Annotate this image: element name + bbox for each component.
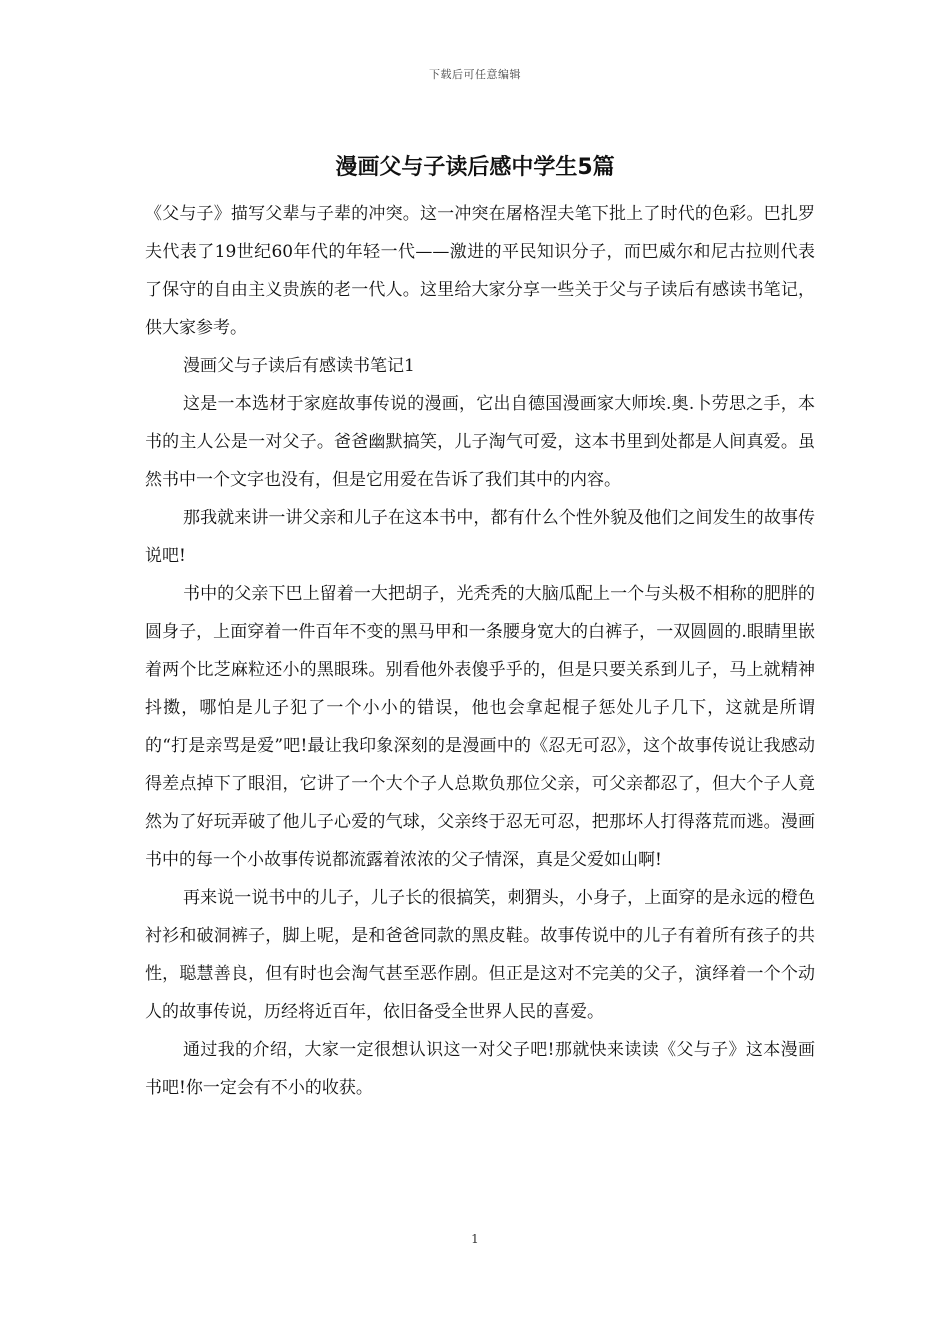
document-body xyxy=(145,195,815,1107)
body-paragraph: 那我就来讲一讲父亲和儿子在这本书中，都有什么个性外貌及他们之间发生的故事传说吧! xyxy=(145,508,815,566)
body-paragraph: 再来说一说书中的儿子，儿子长的很搞笑，刺猬头，小身子，上面穿的是永远的橙色衬衫和破洞裤子，脚上呢，是和爸爸同款的黑皮鞋。故事传说中的儿子有着所有孩子的共性，聪慧善良，但有时也会淘气甚至恶作剧。但正是这对不完美的父子，演绎着一个个动人的故事传说，历经将近百年，依旧备受全世界人民的喜爱。 xyxy=(145,888,815,1022)
body-paragraph: 书中的父亲下巴上留着一大把胡子，光秃秃的大脑瓜配上一个与头极不相称的肥胖的圆身子，上面穿着一件百年不变的黑马甲和一条腰身宽大的白裤子，一双圆圆的.眼睛里嵌着两个比芝麻粒还小的黑眼珠。别看他外表傻乎乎的，但是只要关系到儿子，马上就精神抖擞，哪怕是儿子犯了一个小小的错误，他也会拿起棍子惩处儿子几下，这就是所谓的“打是亲骂是爱”吧!最让我印象深刻的是漫画中的《忍无可忍》，这个故事传说让我感动得差点掉下了眼泪，它讲了一个大个子人总欺负那位父亲，可父亲都忍了，但大个子人竟然为了好玩弄破了他儿子心爱的气球，父亲终于忍无可忍，把那坏人打得落荒而逃。漫画书中的每一个小故事传说都流露着浓浓的父子情深，真是父爱如山啊! xyxy=(145,584,815,870)
section-heading: 漫画父与子读后有感读书笔记1 xyxy=(183,356,415,376)
header-note: 下载后可任意编辑 xyxy=(429,68,521,81)
intro-paragraph: 《父与子》描写父辈与子辈的冲突。这一冲突在屠格涅夫笔下批上了时代的色彩。巴扎罗夫代表了19世纪60年代的年轻一代——激进的平民知识分子，而巴威尔和尼古拉则代表了保守的自由主义贵族的老一代人。这里给大家分享一些关于父与子读后有感读书笔记，供大家参考。 xyxy=(145,204,815,338)
body-paragraph: 这是一本选材于家庭故事传说的漫画，它出自德国漫画家大师埃.奥.卜劳思之手，本书的主人公是一对父子。爸爸幽默搞笑，儿子淘气可爱，这本书里到处都是人间真爱。虽然书中一个文字也没有，但是它用爱在告诉了我们其中的内容。 xyxy=(145,394,815,490)
body-paragraph: 通过我的介绍，大家一定很想认识这一对父子吧!那就快来读读《父与子》这本漫画书吧!你一定会有不小的收获。 xyxy=(145,1040,815,1098)
page-number: 1 xyxy=(471,1232,479,1246)
document-title: 漫画父与子读后感中学生5篇 xyxy=(335,155,615,180)
